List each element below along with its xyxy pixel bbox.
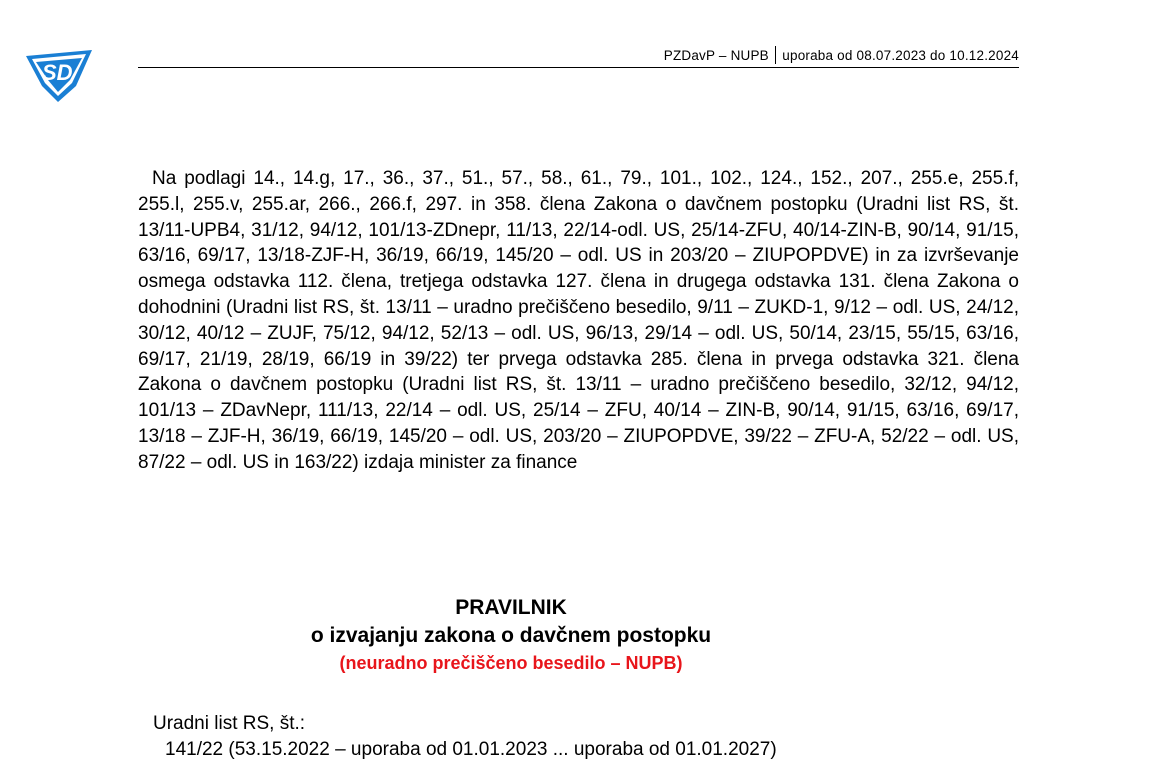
header-separator	[775, 46, 776, 64]
doc-code: PZDavP – NUPB	[663, 48, 769, 63]
document-header	[138, 46, 1019, 68]
svg-text:SD: SD	[42, 60, 73, 85]
document-title	[138, 594, 884, 676]
logo-icon	[22, 46, 96, 104]
intro-paragraph-block	[138, 166, 1019, 476]
gazette-entry-cut: 141/22 (53.15.2022 – uporaba od 01.01.2023 ... uporaba od 01.01.2027)	[165, 739, 777, 760]
validity-period: uporaba od 08.07.2023 do 10.12.2024	[782, 48, 1019, 63]
title-subject: o izvajanju zakona o davčnem postopku	[310, 624, 712, 647]
title-main: PRAVILNIK	[455, 596, 567, 619]
intro-paragraph: Na podlagi 14., 14.g, 17., 36., 37., 51., 57., 58., 61., 79., 101., 102., 124., 152., 207., 255.e, 255.f, 255.l, 255.v, 255.ar, 266., 266.f, 297. in 358. člena Zakona o davčnem postopku (Uradni list RS, št. 13/11-UPB4, 31/12, 94/12, 101/13-ZDnepr, 11/13, 22/14-odl. US, 25/14-ZFU, 40/14-ZIN-B, 90/14, 91/15, 63/16, 69/17, 13/18-ZJF-H, 36/19, 66/19, 145/20 – odl. US in 203/20 – ZIUPOPDVE) in za izvrševanje osmega odstavka 112. člena, tretjega odstavka 127. člena in drugega odstavka 131. člena Zakona o dohodnini (Uradni list RS, št. 13/11 – uradno prečiščeno besedilo, 9/11 – ZUKD-1, 9/12 – odl. US, 24/12, 30/12, 40/12 – ZUJF, 75/12, 94/12, 52/13 – odl. US, 96/13, 29/14 – odl. US, 50/14, 23/15, 55/15, 63/16, 69/17, 21/19, 28/19, 66/19 in 39/22) ter prvega odstavka 285. člena in prvega odstavka 321. člena Zakona o davčnem postopku (Uradni list RS, št. 13/11 – uradno prečiščeno besedilo, 32/12, 94/12, 101/13 – ZDavNepr, 111/13, 22/14 – odl. US, 25/14 – ZFU, 40/14 – ZIN-B, 90/14, 91/15, 63/16, 69/17, 13/18 – ZJF-H, 36/19, 66/19, 145/20 – odl. US, 203/20 – ZIUPOPDVE, 39/22 – ZFU-A, 52/22 – odl. US, 87/22 – odl. US in 163/22) izdaja minister za finance	[138, 168, 1019, 473]
gazette-label: Uradni list RS, št.:	[153, 713, 306, 734]
title-note: (neuradno prečiščeno besedilo – NUPB)	[339, 653, 683, 673]
